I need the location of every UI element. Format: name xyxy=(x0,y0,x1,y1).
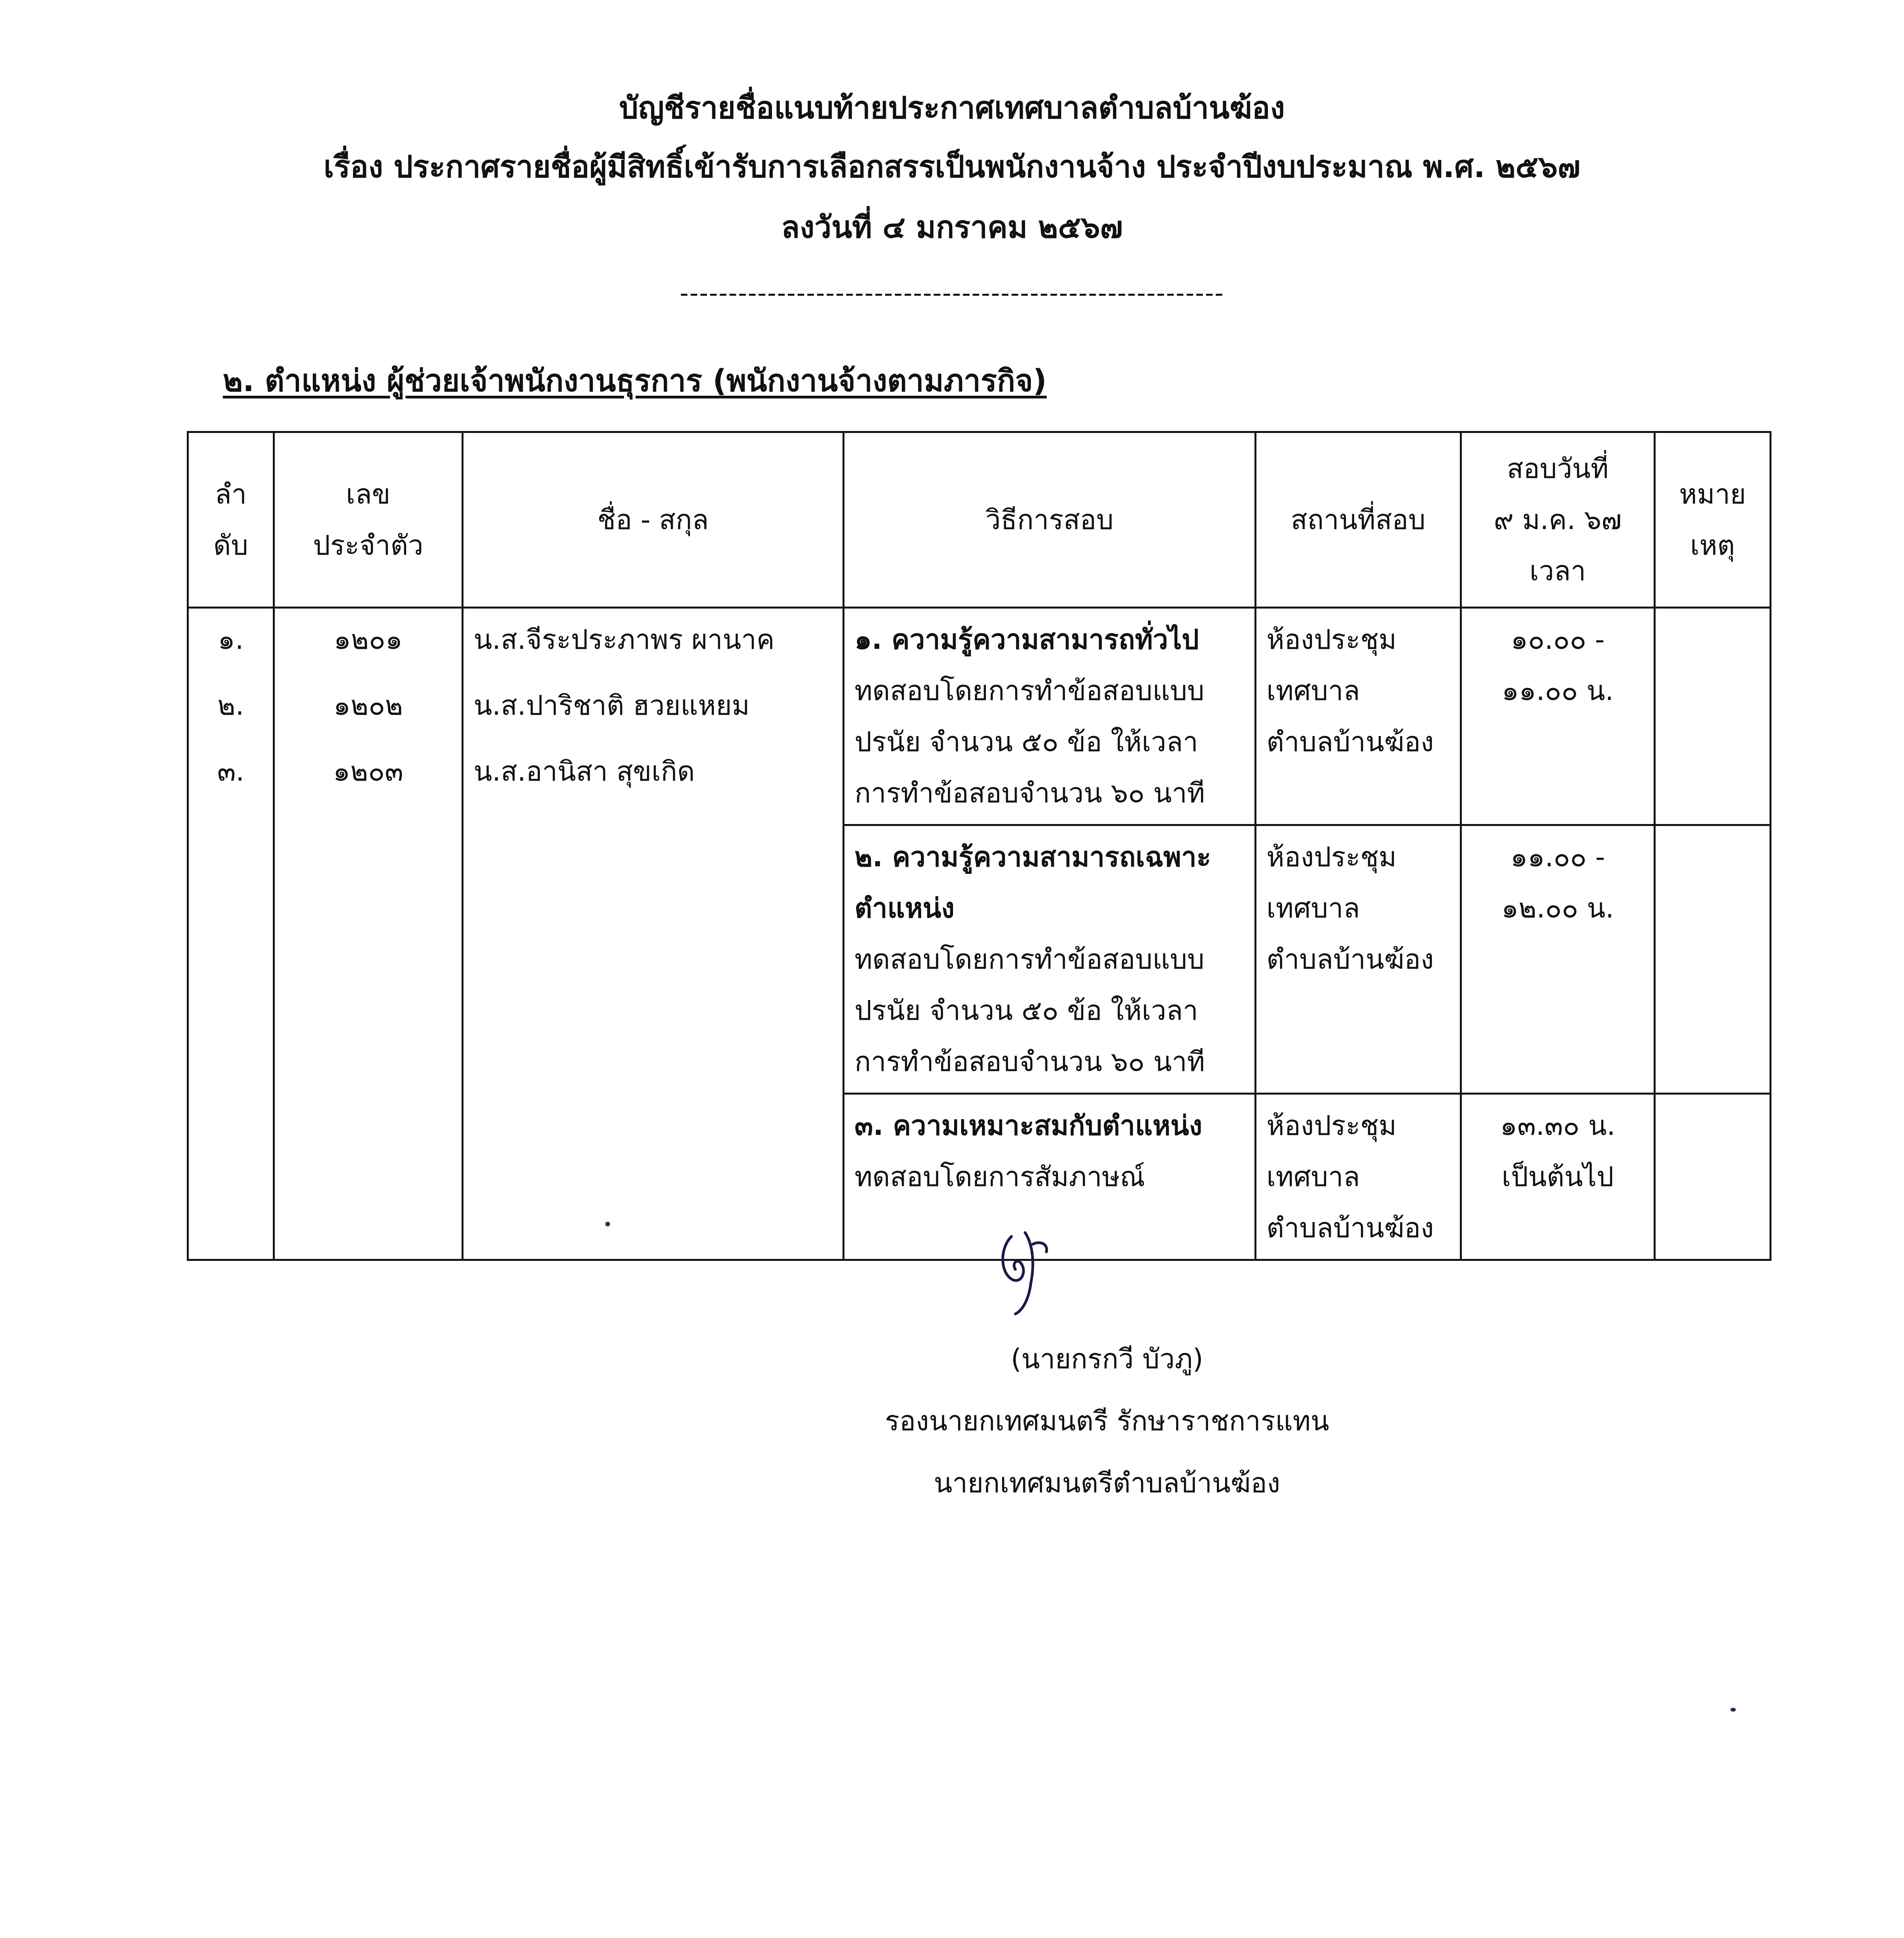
exam-remark xyxy=(1655,608,1771,825)
scan-speck xyxy=(605,1222,610,1226)
candidate-id: ๑๒๐๑ xyxy=(334,624,403,655)
exam-method xyxy=(844,825,1256,1094)
exam-detail: ปรนัย จำนวน ๕๐ ข้อ ให้เวลา xyxy=(855,726,1198,758)
candidate-id-cell xyxy=(274,608,463,1260)
header-no: ลำ ดับ xyxy=(188,432,274,608)
candidate-no-cell xyxy=(188,608,274,1260)
exam-detail: การทำข้อสอบจำนวน ๖๐ นาที xyxy=(855,1046,1205,1078)
header-name: ชื่อ - สกุล xyxy=(463,432,844,608)
exam-time: ๑๑.๐๐ - ๑๒.๐๐ น. xyxy=(1461,825,1655,1094)
table-row xyxy=(188,608,1771,825)
section-title: ๒. ตำแหน่ง ผู้ช่วยเจ้าพนักงานธุรการ (พนักงานจ้างตามภารกิจ) xyxy=(223,364,1047,398)
exam-place: ห้องประชุม เทศบาล ตำบลบ้านฆ้อง xyxy=(1256,1094,1461,1260)
header-title: บัญชีรายชื่อแนบท้ายประกาศเทศบาลตำบลบ้านฆ้อง xyxy=(619,91,1285,126)
header-method: วิธีการสอบ xyxy=(844,432,1256,608)
exam-place: ห้องประชุม เทศบาล ตำบลบ้านฆ้อง xyxy=(1256,825,1461,1094)
header-date: ลงวันที่ ๔ มกราคม ๒๕๖๗ xyxy=(781,210,1123,245)
signer-name: (นายกรกวี บัวภู) xyxy=(1011,1343,1203,1375)
header-time: สอบวันที่ ๙ ม.ค. ๖๗ เวลา xyxy=(1461,432,1655,608)
header-separator: -------------------------------------------------------- xyxy=(679,279,1225,308)
header-id: เลข ประจำตัว xyxy=(274,432,463,608)
exam-detail: ปรนัย จำนวน ๕๐ ข้อ ให้เวลา xyxy=(855,995,1198,1026)
exam-detail: การทำข้อสอบจำนวน ๖๐ นาที xyxy=(855,777,1205,809)
exam-title: ๒. ความรู้ความสามารถเฉพาะ xyxy=(855,841,1211,873)
candidate-name: น.ส.อานิสา สุขเกิด xyxy=(474,755,695,787)
signer-position-sub: นายกเทศมนตรีตำบลบ้านฆ้อง xyxy=(934,1467,1280,1499)
exam-detail: ทดสอบโดยการทำข้อสอบแบบ xyxy=(855,943,1204,975)
exam-title: ๑. ความรู้ความสามารถทั่วไป xyxy=(855,624,1199,655)
candidate-name-cell xyxy=(463,608,844,1260)
candidate-no: ๑. xyxy=(218,624,244,655)
handwritten-signature xyxy=(984,1221,1070,1322)
header-remark: หมาย เหตุ xyxy=(1655,432,1771,608)
exam-title: ๓. ความเหมาะสมกับตำแหน่ง xyxy=(855,1110,1203,1141)
candidate-name: น.ส.ปาริชาติ ฮวยแหยม xyxy=(474,690,750,721)
candidate-name: น.ส.จีระประภาพร ผานาค xyxy=(474,624,775,655)
exam-time: ๑๐.๐๐ - ๑๑.๐๐ น. xyxy=(1461,608,1655,825)
exam-place: ห้องประชุม เทศบาล ตำบลบ้านฆ้อง xyxy=(1256,608,1461,825)
exam-schedule-table xyxy=(187,431,1771,1261)
exam-remark xyxy=(1655,825,1771,1094)
candidate-no: ๓. xyxy=(217,755,245,787)
header-subject: เรื่อง ประกาศรายชื่อผู้มีสิทธิ์เข้ารับการเลือกสรรเป็นพนักงานจ้าง ประจำปีงบประมาณ พ.ศ. ๒๕๖๗ xyxy=(324,150,1580,184)
table-header-row xyxy=(188,432,1771,608)
exam-method xyxy=(844,608,1256,825)
exam-title: ตำแหน่ง xyxy=(855,892,955,924)
header-place: สถานที่สอบ xyxy=(1256,432,1461,608)
exam-detail: ทดสอบโดยการสัมภาษณ์ xyxy=(855,1161,1145,1193)
exam-remark xyxy=(1655,1094,1771,1260)
exam-time: ๑๓.๓๐ น. เป็นต้นไป xyxy=(1461,1094,1655,1260)
signer-position: รองนายกเทศมนตรี รักษาราชการแทน xyxy=(885,1405,1329,1437)
candidate-no: ๒. xyxy=(217,690,244,721)
scan-speck xyxy=(1730,1708,1736,1712)
exam-detail: ทดสอบโดยการทำข้อสอบแบบ xyxy=(855,675,1204,707)
candidate-id: ๑๒๐๓ xyxy=(333,755,403,787)
candidate-id: ๑๒๐๒ xyxy=(333,690,403,721)
